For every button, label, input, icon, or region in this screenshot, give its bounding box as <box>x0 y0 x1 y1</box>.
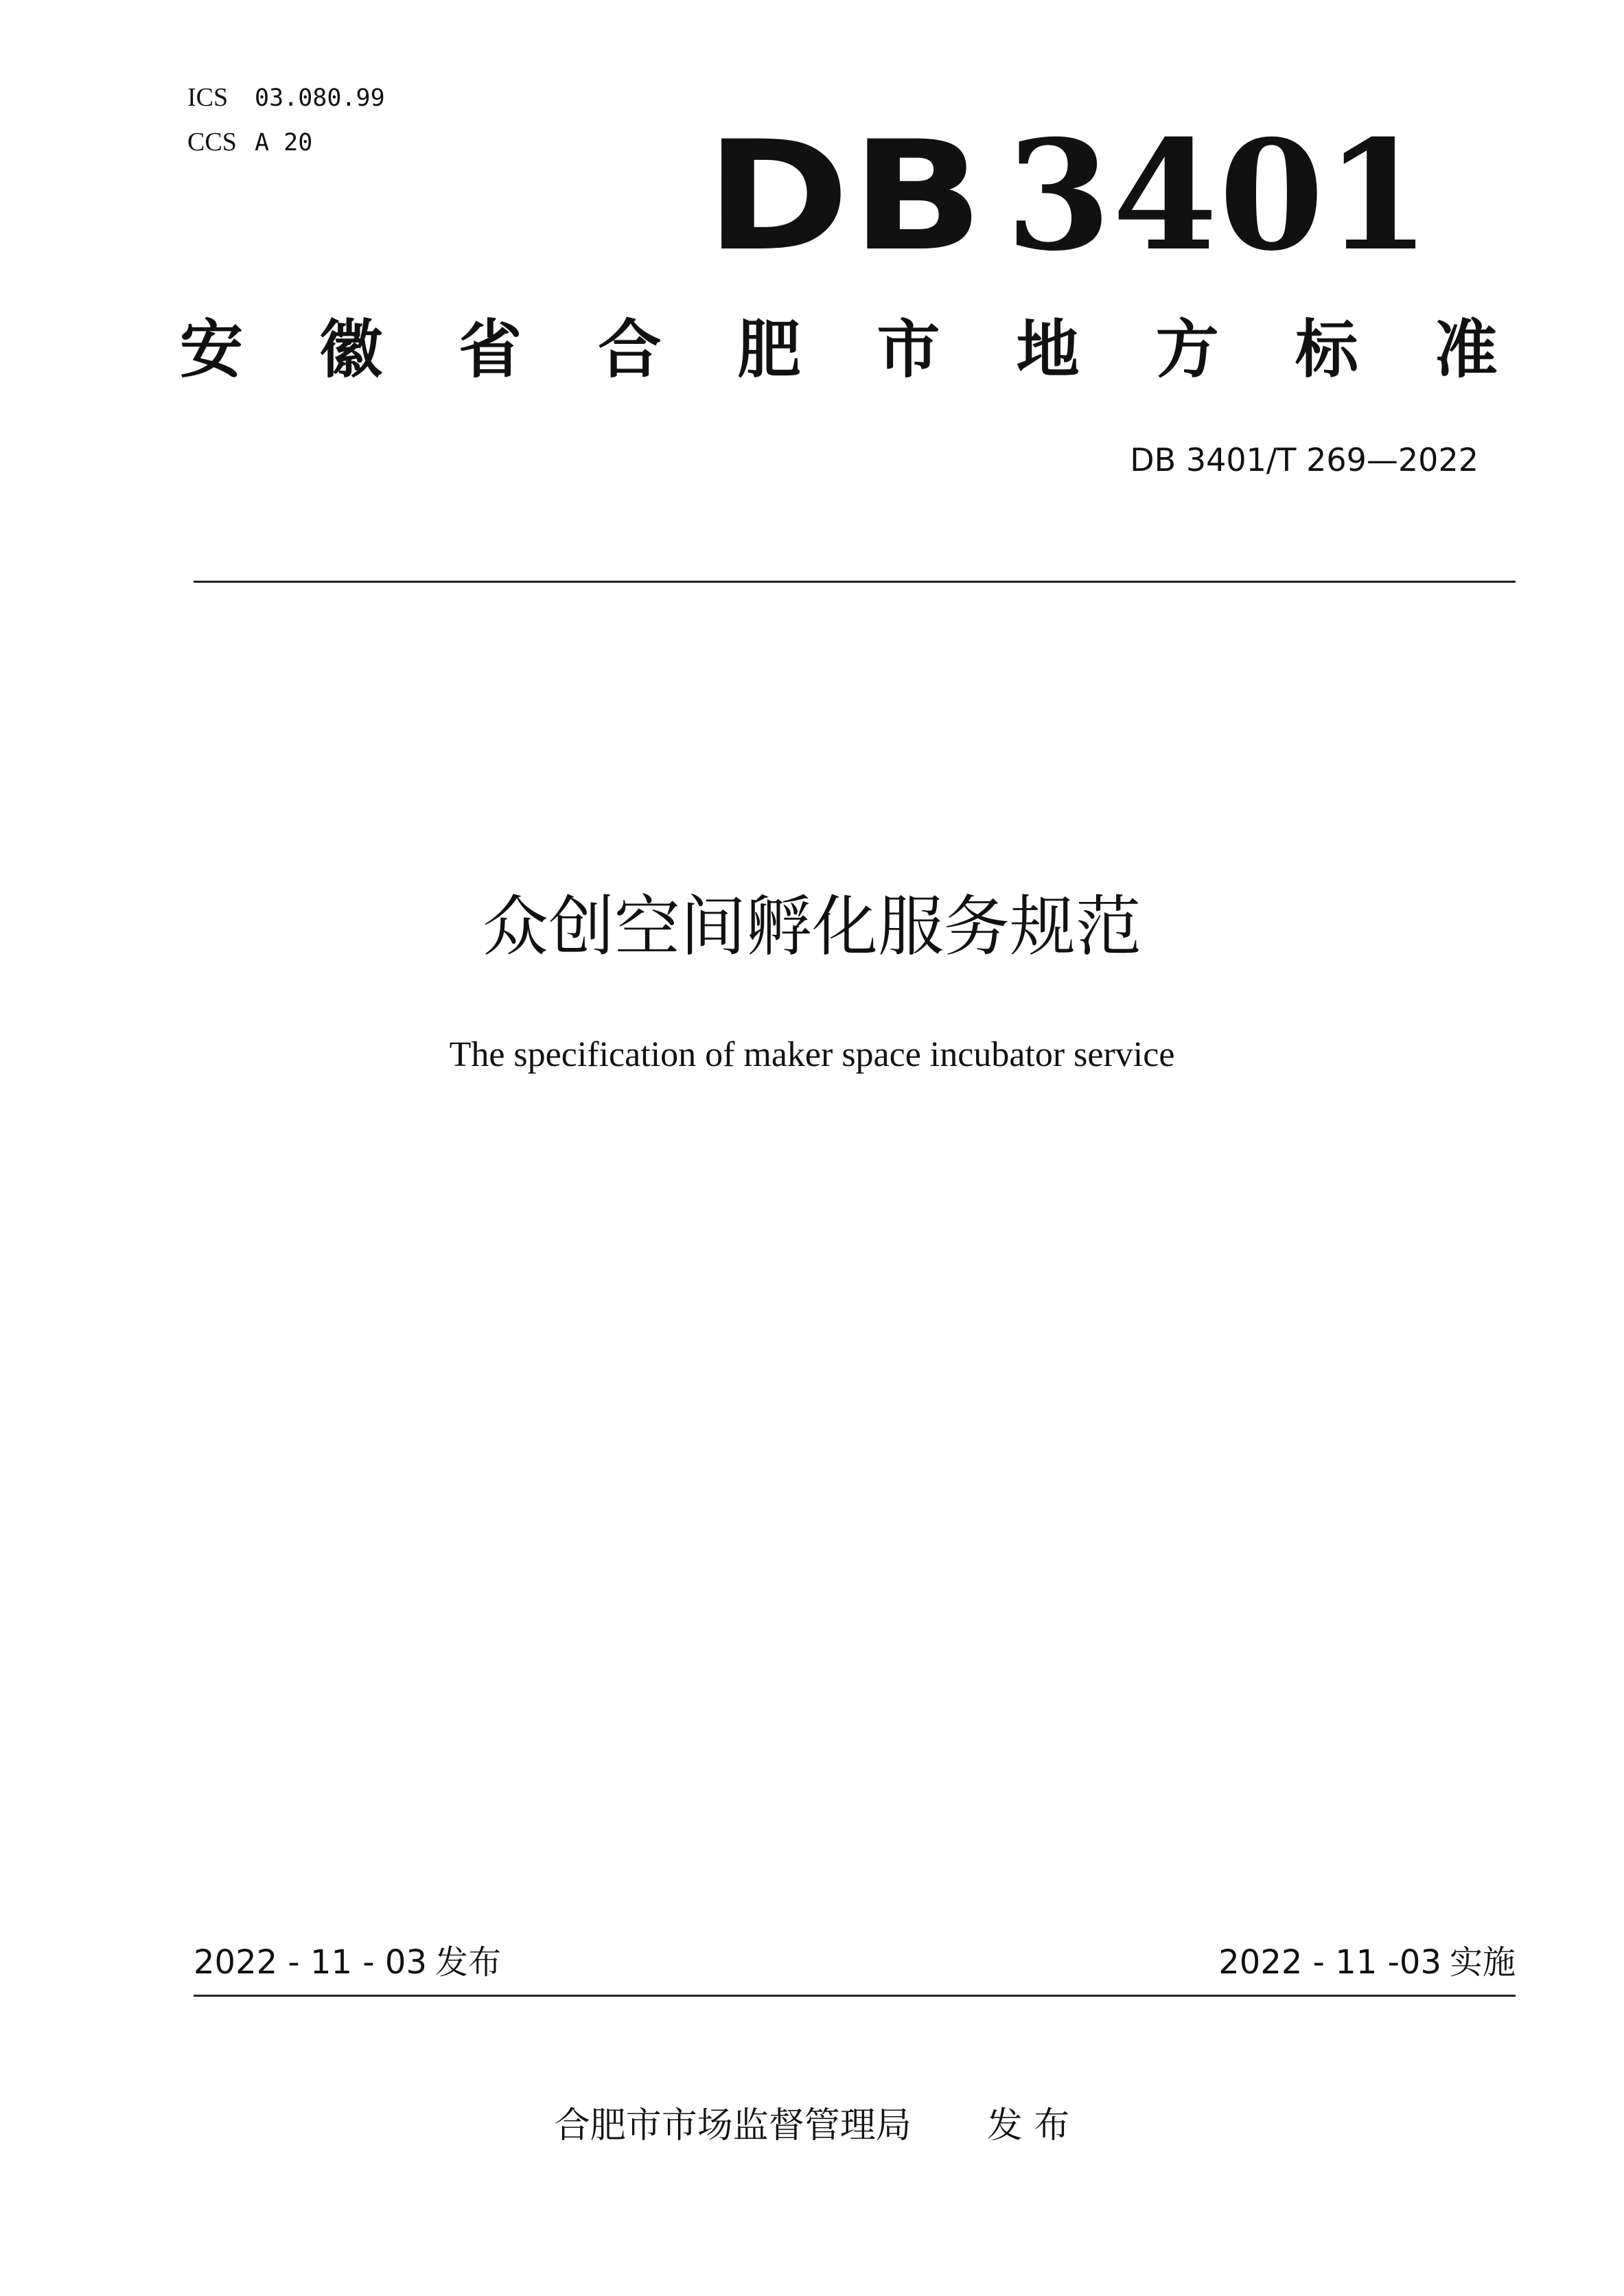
publish-date-block <box>194 1940 501 1985</box>
publish-date: 2022 - 11 - 03 <box>194 1943 427 1982</box>
ccs-code: A 20 <box>255 129 313 156</box>
category-char: 市 <box>877 313 940 386</box>
category-char: 肥 <box>737 313 801 386</box>
category-char: 省 <box>459 313 522 386</box>
implement-label: 实施 <box>1449 1943 1516 1982</box>
publish-label: 发布 <box>434 1943 501 1982</box>
category-char: 徽 <box>319 313 383 386</box>
classification-codes <box>187 76 385 165</box>
ics-label: ICS <box>187 83 229 112</box>
ics-code: 03.080.99 <box>255 84 385 112</box>
category-char: 准 <box>1434 313 1498 386</box>
issuer-action: 发 布 <box>986 2105 1070 2146</box>
title-chinese: 众创空间孵化服务规范 <box>483 888 1141 965</box>
ccs-row <box>187 120 385 165</box>
top-divider <box>194 581 1516 583</box>
category-char: 地 <box>1016 313 1080 386</box>
standard-number: DB 3401/T 269—2022 <box>1130 441 1478 478</box>
category-char: 合 <box>598 313 662 386</box>
category-char: 方 <box>1155 313 1219 386</box>
title-english: The specification of maker space incubator service <box>449 1035 1175 1074</box>
issuer-name: 合肥市市场监督管理局 <box>554 2105 912 2146</box>
issuer-line <box>0 2102 1624 2150</box>
standard-category <box>180 312 1498 388</box>
db-letters: DB <box>706 108 986 284</box>
ics-row <box>187 76 385 120</box>
db-code-mark <box>706 106 1432 284</box>
db-digits: 3401 <box>1006 106 1432 284</box>
bottom-divider <box>194 1995 1516 1997</box>
implement-date-block <box>1218 1940 1516 1985</box>
category-char: 安 <box>180 313 244 386</box>
category-char: 标 <box>1295 313 1358 386</box>
implement-date: 2022 - 11 -03 <box>1218 1943 1441 1982</box>
ccs-label: CCS <box>187 128 237 156</box>
